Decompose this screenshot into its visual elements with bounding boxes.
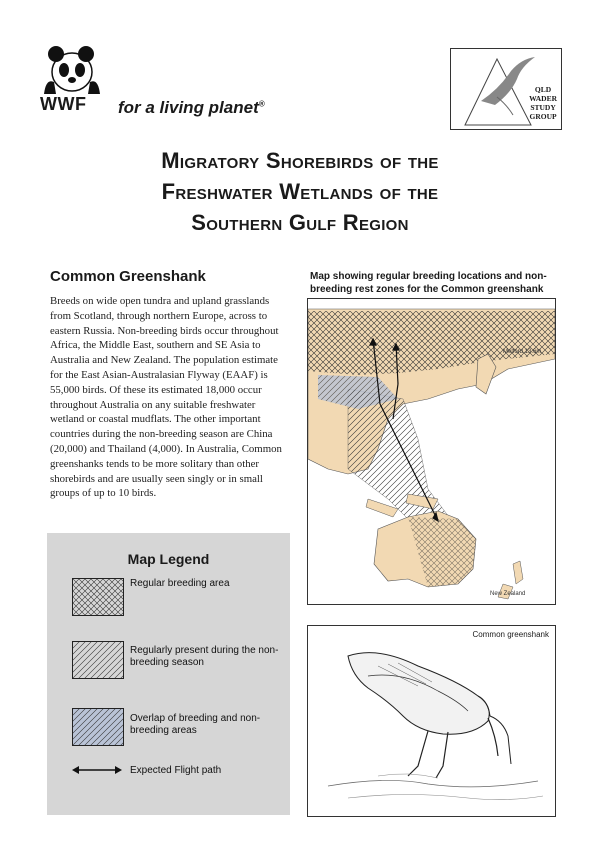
greenshank-illustration — [308, 626, 555, 816]
map-label-1: Melford 13.6m — [503, 349, 542, 355]
map-title: Map showing regular breeding locations and non-breeding rest zones for the Common greenshank — [310, 271, 547, 295]
legend-breeding-swatch — [72, 578, 124, 616]
logo-line-1: QLD — [534, 85, 552, 94]
species-description: Breeds on wide open tundra and upland grasslands from Scotland, through northern Europe, across to eastern Russia. Non-breeding birds occur throughout Africa, the Middle East, southern and SE Asia to Australia and New Zealand. The population estimate for the East Asian-Australasian Flyway (EAAF) is 55,000 birds. Of these its estimated 18,000 occur throughout Australia on any suitable freshwater wetland or coastal mudflats. The other important countries during the non-breeding season are China (20,000) and Thailand (4,000). In Australia, Common greenshanks tends to be more solitary than other shorebirds and are usually seen singly or in small groups of up to 10 birds. — [50, 295, 282, 500]
legend-title: Map Legend — [127, 551, 210, 567]
tagline: for a living planet® — [118, 98, 265, 117]
page-title — [40, 145, 560, 238]
legend-label-non-breeding: Regularly present during the non-breeding season — [130, 645, 279, 668]
map-legend — [47, 533, 290, 815]
species-heading: Common Greenshank — [50, 268, 206, 285]
wwf-panda-logo — [40, 42, 104, 94]
legend-label-overlap: Overlap of breeding and non-breeding areas — [130, 713, 261, 736]
logo-line-4: GROUP — [529, 112, 557, 121]
legend-label-flight-path: Expected Flight path — [130, 765, 222, 776]
map-graphic — [308, 299, 555, 604]
legend-overlap-swatch — [72, 708, 124, 746]
logo-line-2: WADER — [529, 94, 557, 103]
legend-label-breeding: Regular breeding area — [130, 578, 230, 589]
legend-non-breeding-swatch — [72, 641, 124, 679]
brand-name: WWF — [40, 94, 87, 114]
title-line-3: Southern Gulf Region — [191, 210, 409, 235]
double-arrow-icon — [72, 764, 122, 776]
logo-line-3: STUDY — [530, 103, 556, 112]
illustration-panel — [307, 625, 556, 817]
map-label-2: New Zealand — [490, 591, 526, 597]
title-line-1: Migratory Shorebirds of the — [161, 148, 439, 173]
qld-wader-study-group-logo — [450, 48, 562, 130]
distribution-map — [307, 298, 556, 605]
new-zealand-landmass — [513, 561, 523, 584]
title-line-2: Freshwater Wetlands of the — [161, 179, 439, 204]
illustration-caption: Common greenshank — [472, 630, 549, 639]
